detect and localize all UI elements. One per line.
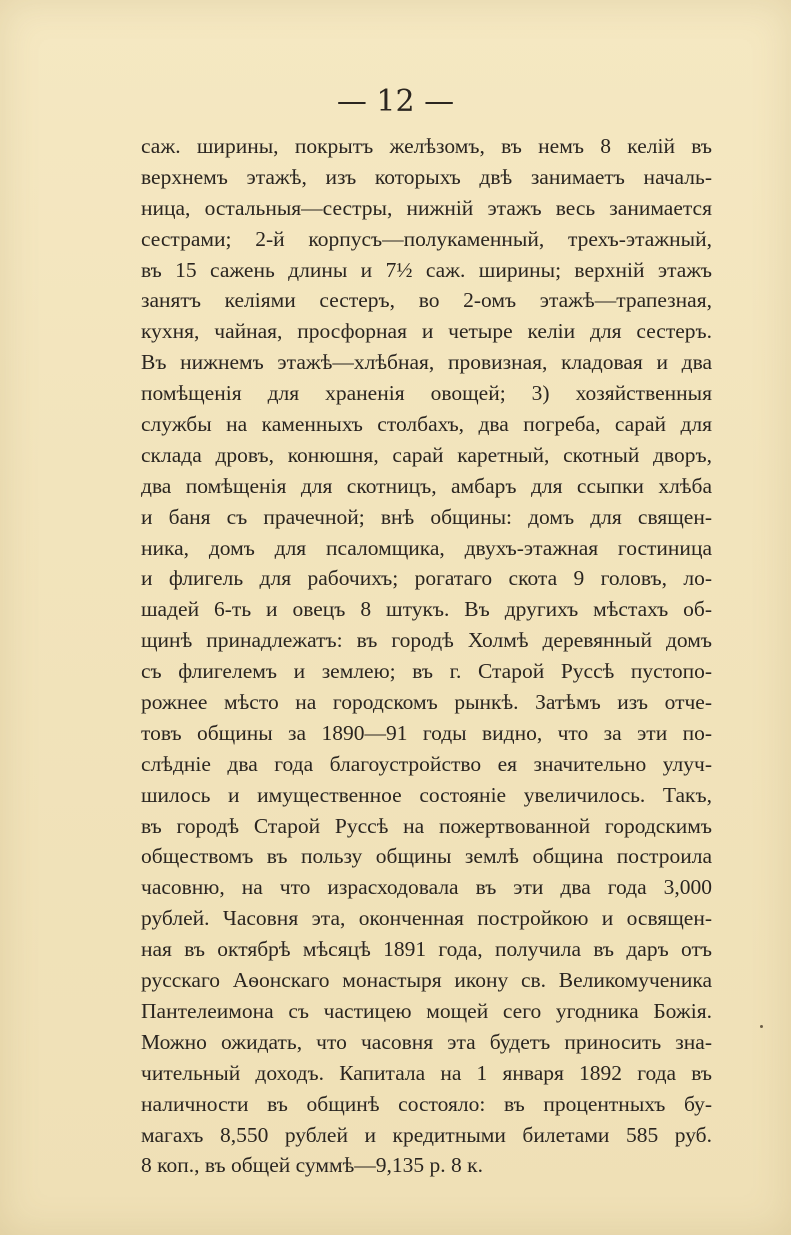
text-line: ника, домъ для псаломщика, двухъ-этажная гостиница (141, 535, 712, 560)
text-line: кухня, чайная, просфорная и четыре келіи для сестеръ. (141, 319, 712, 344)
text-line: товъ общины за 1890—91 годы видно, что за эти по- (141, 720, 712, 745)
text-line: саж. ширины, покрытъ желѣзомъ, въ немъ 8 келій въ (141, 134, 712, 158)
text-line: Въ нижнемъ этажѣ—хлѣбная, провизная, кладовая и два (141, 350, 712, 375)
text-line: шилось и имущественное состояніе увеличилось. Такъ, (141, 782, 712, 807)
text-line: обществомъ въ пользу общины землѣ община построила (141, 844, 712, 869)
text-line: службы на каменныхъ столбахъ, два погреба, сарай для (141, 412, 712, 437)
text-line: въ городѣ Старой Руссѣ на пожертвованной городскимъ (141, 813, 712, 838)
text-line: помѣщенія для храненія овощей; 3) хозяйственныя (141, 381, 712, 406)
text-line: чительный доходъ. Капитала на 1 января 1892 года въ (141, 1060, 712, 1085)
text-line: съ флигелемъ и землею; въ г. Старой Руссѣ пустопо- (141, 659, 712, 684)
text-line: щинѣ принадлежатъ: въ городѣ Холмѣ деревянный домъ (141, 628, 712, 653)
text-line: ница, остальныя—сестры, нижній этажъ весь занимается (141, 195, 712, 220)
text-line: Можно ожидать, что часовня эта будетъ приносить зна- (141, 1029, 712, 1054)
text-line: Пантелеимона съ частицею мощей сего угодника Божія. (141, 998, 712, 1023)
text-line: русскаго Аѳонскаго монастыря икону св. Великомученика (141, 968, 712, 993)
text-line: часовню, на что израсходовала въ эти два года 3,000 (141, 875, 712, 900)
text-line: рублей. Часовня эта, оконченная постройкою и освящен- (141, 906, 712, 931)
text-line: въ 15 сажень длины и 7½ саж. ширины; верхній этажъ (141, 257, 712, 282)
text-line: и флигель для рабочихъ; рогатаго скота 9 головъ, ло- (141, 566, 712, 591)
paper-speck (760, 1025, 763, 1028)
text-line: шадей 6-ть и овецъ 8 штукъ. Въ другихъ мѣстахъ об- (141, 597, 712, 622)
text-line: верхнемъ этажѣ, изъ которыхъ двѣ занимаетъ началь- (141, 164, 712, 189)
body-text (141, 131, 712, 1181)
text-line: сестрами; 2-й корпусъ—полукаменный, трехъ-этажный, (141, 226, 712, 251)
text-line: рожнее мѣсто на городскомъ рынкѣ. Затѣмъ изъ отче- (141, 690, 712, 715)
text-line: 8 коп., въ общей суммѣ—9,135 р. 8 к. (141, 1153, 483, 1178)
text-line: склада дровъ, конюшня, сарай каретный, скотный дворъ, (141, 442, 712, 467)
text-line: слѣдніе два года благоустройство ея значительно улуч- (141, 751, 712, 776)
text-line: наличности въ общинѣ состояло: въ процентныхъ бу- (141, 1091, 712, 1116)
text-line: ная въ октябрѣ мѣсяцѣ 1891 года, получила въ даръ отъ (141, 937, 712, 962)
text-line: магахъ 8,550 рублей и кредитными билетами 585 руб. (141, 1122, 712, 1147)
page-number: — 12 — (336, 84, 455, 119)
text-line: занятъ келіями сестеръ, во 2-омъ этажѣ—трапезная, (141, 288, 712, 313)
text-line: и баня съ прачечной; внѣ общины: домъ для священ- (141, 504, 712, 529)
text-line: два помѣщенія для скотницъ, амбаръ для ссыпки хлѣба (141, 473, 712, 498)
